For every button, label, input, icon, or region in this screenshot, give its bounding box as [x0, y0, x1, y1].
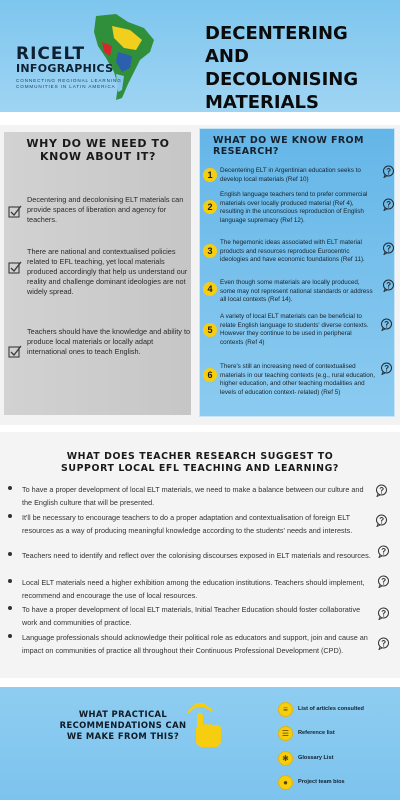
- lightbulb-icon: ✱: [278, 751, 293, 766]
- research-item-text: Language professionals should acknowledge their political role as educators and support, join and cause an impact on communities of practice all throughout their Continuous Professional Development (CPD).: [22, 633, 368, 655]
- link-label[interactable]: Project team bios: [298, 779, 345, 785]
- reference-icon: ☰: [278, 726, 293, 741]
- pointing-hand-icon: [186, 703, 224, 749]
- question-bubble-icon[interactable]: [377, 575, 390, 588]
- question-bubble-icon[interactable]: [375, 484, 388, 497]
- question-bubble-icon[interactable]: [382, 242, 395, 255]
- number-badge: 4: [203, 282, 217, 296]
- why-item: [8, 195, 188, 255]
- research-item-text: Local ELT materials need a higher exhibition among the education institutions. Teachers should implement, recommend and encourage the use of local resources.: [22, 578, 365, 600]
- link-articles-consulted[interactable]: [278, 702, 394, 720]
- why-item: [8, 327, 191, 387]
- research-item-text: It'll be necessary to encourage teachers to do a proper adaptation and contextualisation of foreign ELT resources as a way of producing meaningful knowledge according to the students' needs and interests.: [22, 513, 353, 535]
- question-bubble-icon[interactable]: [375, 514, 388, 527]
- checkbox-icon: [8, 345, 22, 359]
- checkbox-icon: [8, 205, 22, 219]
- number-badge: 2: [203, 200, 217, 214]
- bullet-icon: [8, 486, 12, 490]
- number-badge: 1: [203, 168, 217, 182]
- bullet-icon: [8, 579, 12, 583]
- why-item: [8, 247, 188, 307]
- question-bubble-icon[interactable]: [380, 318, 393, 331]
- question-bubble-icon[interactable]: [377, 637, 390, 650]
- number-badge: 6: [203, 368, 217, 382]
- logo-subtitle: INFOGRAPHICS: [16, 62, 114, 75]
- bullet-icon: [8, 514, 12, 518]
- research-item-text: Teachers need to identify and reflect over the colonising discourses exposed in ELT materials and resources.: [22, 551, 371, 560]
- logo-tagline: CONNECTING REGIONAL LEARNING COMMUNITIES IN LATIN AMERICA: [16, 78, 122, 89]
- ricelt-logo: [6, 10, 166, 106]
- link-reference-list[interactable]: [278, 726, 394, 744]
- bullet-icon: [8, 552, 12, 556]
- bullet-icon: [8, 634, 12, 638]
- link-label[interactable]: List of articles consulted: [298, 706, 364, 712]
- question-bubble-icon[interactable]: [382, 198, 395, 211]
- number-badge: 5: [203, 323, 217, 337]
- link-label[interactable]: Glossary List: [298, 755, 334, 761]
- question-bubble-icon[interactable]: [377, 607, 390, 620]
- question-bubble-icon[interactable]: [382, 165, 395, 178]
- what-item-text: Decentering ELT in Argentinian education seeks to develop local materials (Ref 10): [220, 167, 361, 183]
- why-item-text: Teachers should have the knowledge and ability to produce local materials or locally adapt international ones to teach English.: [27, 327, 191, 356]
- what-item-text: There's still an increasing need of contextualised materials in our teaching contexts (e.g., rural education, higher education, and other teaching modalities and levels of education context- related) (Ref 5): [220, 363, 376, 396]
- research-item-text: To have a proper development of local ELT materials, Initial Teacher Education should foster collaborative work and communities of practice.: [22, 605, 361, 627]
- why-item-text: Decentering and decolonising ELT materials can provide spaces of liberation and agency for teachers.: [27, 195, 184, 224]
- logo-name: RICELT: [16, 44, 86, 64]
- what-title: WHAT DO WE KNOW FROM RESEARCH?: [213, 135, 364, 157]
- question-bubble-icon[interactable]: [377, 545, 390, 558]
- page-title: DECENTERING AND DECOLONISING MATERIALS: [205, 23, 359, 113]
- question-bubble-icon[interactable]: [382, 279, 395, 292]
- bullet-icon: [8, 606, 12, 610]
- link-label[interactable]: Reference list: [298, 730, 335, 736]
- list-icon: ≡: [278, 702, 293, 717]
- number-badge: 3: [203, 244, 217, 258]
- link-project-team-bios[interactable]: [278, 775, 394, 793]
- research-item-text: To have a proper development of local ELT materials, we need to make a balance between our culture and the English culture that will be presented.: [22, 485, 364, 507]
- what-item-text: Even though some materials are locally produced, some may not represent national standards or address all local contexts (Ref 14).: [220, 279, 373, 304]
- practical-title: WHAT PRACTICAL RECOMMENDATIONS CAN WE MAKE FROM THIS?: [59, 709, 187, 741]
- why-item-text: There are national and contextualised policies related to EFL teaching, yet local materials produced accordingly that help us understand our reality and challenge dominant ideologies are not widely spread.: [27, 247, 188, 296]
- why-title: WHY DO WE NEED TO KNOW ABOUT IT?: [26, 137, 170, 163]
- checkbox-icon: [8, 261, 22, 275]
- team-icon: ●: [278, 775, 293, 790]
- what-item-text: The hegemonic ideas associated with ELT material products and resources reproduce Eurocentric ideologies and have economic foundations (Ref 11).: [220, 239, 365, 264]
- question-bubble-icon[interactable]: [380, 362, 393, 375]
- what-item-text: English language teachers tend to prefer commercial materials over locally produced material (Ref 4), resulting in the unconscious reproduction of English language supremacy (Ref 12).: [220, 191, 368, 224]
- research-title: WHAT DOES TEACHER RESEARCH SUGGEST TO SUPPORT LOCAL EFL TEACHING AND LEARNING?: [61, 451, 339, 474]
- link-glossary-list[interactable]: [278, 751, 394, 769]
- what-item-text: A variety of local ELT materials can be beneficial to relate English language to students' diverse contexts. However they continue to be used in peripheral contexts (Ref 4): [220, 313, 369, 346]
